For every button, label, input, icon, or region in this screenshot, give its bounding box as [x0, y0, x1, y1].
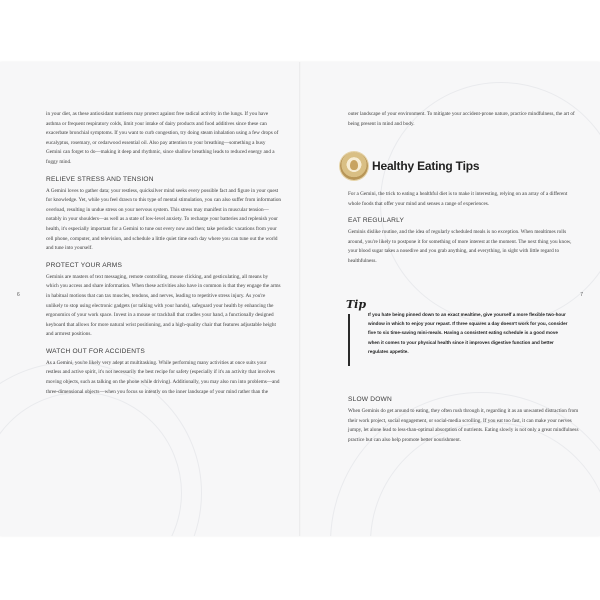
left-page [0, 62, 300, 536]
tip-label: Tip [346, 298, 367, 311]
section-heading: EAT REGULARLY [348, 217, 405, 225]
right-page-top-text [348, 110, 580, 133]
left-page-text-column [46, 110, 282, 401]
section-heading: WATCH OUT FOR ACCIDENTS [46, 347, 145, 355]
section-heading: RELIEVE STRESS AND TENSION [46, 175, 154, 183]
paragraph: For a Gemini, the trick to eating a healthful diet is to make it interesting, relying on an array of a different whole foods that offer your mind and senses a range of experiences. [348, 191, 568, 207]
section-title: Healthy Eating Tips [372, 159, 480, 173]
right-page-text-column [348, 190, 580, 271]
paragraph: Geminis are masters of text messaging, remote controlling, mouse clicking, and gesticulating, all means by which you access and share information. When these activities also have in common is that they engage the arms in habitual motions that can tax muscles, tendons, and nerves, leading to repetitive stress injury. As you're unlikely to stop using electronic gadgets (or talking with your hands), safeguard your health by enhancing the ergonomics of your work space. Invest in a mouse or trackball that cradles your hand, a functionally designed keyboard that allows for more natural wrist positioning, and a high-quality chair that features adjustable height and armrest positions. [46, 273, 281, 338]
right-page [300, 62, 600, 536]
paragraph: outer landscape of your environment. To mitigate your accident-prone nature, practice mindfulness, the art of being present in mind and body. [348, 111, 575, 127]
paragraph: When Geminis do get around to eating, they often rush through it, regarding it as an unwanted distraction from their work project, social engagement, or social-media scrolling. If you eat too fast, it can make your nerves jumpy, let alone lead to less-than-optimal absorption of nutrients. Eating slowly is not only a great mindfulness practice but can also help promote better nourishment. [348, 408, 579, 443]
book-spread [0, 62, 600, 536]
section-title-row [340, 152, 580, 186]
paragraph: in your diet, as these antioxidant nutrients may protect against free radical activity in the lungs. If you have asthma or frequent respiratory colds, limit your intake of dairy products and food additives since these can exacerbate bronchial symptoms. If you want to curb congestion, try doing steam inhalation using a few drops of eucalyptus, rosemary, or cedarwood essential oil. Also pay attention to your breathing—something a busy Gemini can forget to do—making it deep and rhythmic, since shallow breathing leads to reduced energy and a foggy mind. [46, 111, 279, 165]
page-number-left: 6 [17, 292, 20, 298]
paragraph: As a Gemini, you're likely very adept at multitasking. While performing many activities at once suits your restless and active spirit, it's not necessarily the best recipe for safety (especially if it's an activity that involves moving objects, such as talking on the phone while driving). Additionally, you may also run into problems—and three-dimensional objects—when you focus so intently on the inner landscape of your mind rather than the [46, 359, 280, 395]
right-page-bottom-text [348, 388, 580, 449]
paragraph: A Gemini loves to gather data; your restless, quicksilver mind seeks every possible fact and figure in your quest for knowledge. Yet, while you feel drawn to this type of mental stimulation, you can also suffer from information overload, resulting in undue stress on your nervous system. This stress may manifest in muscular tension—notably in your shoulders—as well as a state of low-level anxiety. To recharge your batteries and replenish your health, it's especially important for a Gemini to tune out every now and then; take periodic vacations from your cell phone, computer, and television, and schedule a little quiet time each day where you can tune out the world and tune into yourself. [46, 187, 282, 252]
tip-text: If you hate being pinned down to an exact mealtime, give yourself a more flexible two-hour window in which to enjoy your repast. If three squares a day doesn't work for you, consider five to six time-saving mini-meals. Having a consistent eating schedule is a good move when it comes to your physical health since it improves digestive function and better regulates appetite. [368, 312, 568, 354]
page-number-right: 7 [580, 292, 583, 298]
tip-box [348, 298, 574, 370]
gemini-emblem-icon [340, 152, 368, 180]
section-heading: PROTECT YOUR ARMS [46, 261, 123, 269]
paragraph: Geminis dislike routine, and the idea of regularly scheduled meals is no exception. When mealtimes rolls around, you're likely to postpone it for something of more interest at the moment. The next thing you know, your blood sugar takes a nosedive and you grab anything, and everything, in sight with little regard to healthfulness. [348, 229, 572, 264]
section-heading: SLOW DOWN [348, 396, 392, 403]
tip-divider-bar [348, 314, 350, 366]
